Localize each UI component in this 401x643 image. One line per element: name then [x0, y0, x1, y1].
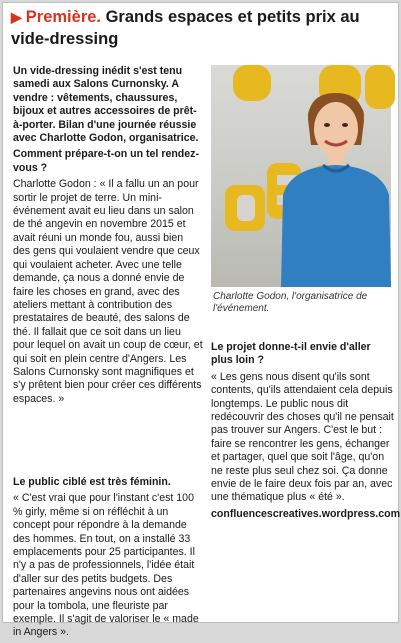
photo-caption: Charlotte Godon, l'organisatrice de l'événement.: [213, 291, 368, 314]
answer-2: « C'est vrai que pour l'instant c'est 100 % girly, même si on réfléchit à un concept pour répondre à la demande des hommes. En tout, on a installé 33 emplacements pour 25 participantes. Il n'y a pas de professionnels, l'idée était d'aller sur des petits budgets. Des partenaires angevins nous ont aidées pour la tombola, une fleuriste par exemple. Il s'agit de valoriser le « made in Angers ».: [13, 492, 199, 639]
article-page: [2, 2, 401, 639]
person: [281, 93, 391, 287]
photo-illustration: [211, 65, 391, 287]
question-2: Le public ciblé est très féminin.: [13, 476, 171, 488]
question-1: Comment prépare-t-on un tel rendez-vous ?: [13, 148, 199, 174]
left-column: [13, 65, 203, 409]
headline: [11, 6, 396, 50]
left-column-bottom: [13, 476, 203, 643]
answer-3: « Les gens nous disent qu'ils sont contents, qu'ils attendaient cela depuis longtemps. Le public nous dit redécouvrir des choses qu'il ne pensait pas trouver sur Angers. C'est le but : faire se rencontrer les gens, échanger et partager, quel que soit l'âge, qu'on ne reste plus seul chez soi. Ça donne envie de le faire deux fois par an, avec une thématique plus « été ».: [211, 370, 394, 504]
question-3: Le projet donne-t-il envie d'aller plus loin ?: [211, 341, 371, 367]
right-column: [211, 341, 401, 524]
source-link[interactable]: confluencescreatives.wordpress.com: [211, 507, 401, 520]
answer-1: Charlotte Godon : « Il a fallu un an pour sortir le projet de terre. Un mini-événement avait eu lieu dans un salon de thé angevin en novembre 2015 et avait réuni un monde fou, aussi bien des gens qui voulaient vendre que ceux qui voulaient acheter. Avec une telle demande, ça nous a donné envie de faire les choses en grand, avec des ateliers mettant à contribution des prestataires de beauté, des salons de thé. Il fallait que ce soit dans un lieu pour lequel on avait un coup de cœur, et qui soit en plein centre d'Angers. Les Salons Curnonsky sont magnifiques et s'y prêtent bien pour créer ces différents espaces. »: [13, 178, 203, 405]
arrow-icon: ▶: [11, 9, 22, 25]
headline-kicker: Première.: [25, 8, 101, 26]
intro-paragraph: Un vide-dressing inédit s'est tenu samedi aux Salons Curnonsky. A vendre : vêtements, chaussures, bijoux et autres accessoires de prêt-à-porter. Bilan d'une journée réussie avec Charlotte Godon, organisatrice.: [13, 65, 199, 145]
headline-title: Grands espaces et petits prix au vide-dressing: [11, 8, 360, 48]
photo-charlotte-godon: [211, 65, 391, 287]
